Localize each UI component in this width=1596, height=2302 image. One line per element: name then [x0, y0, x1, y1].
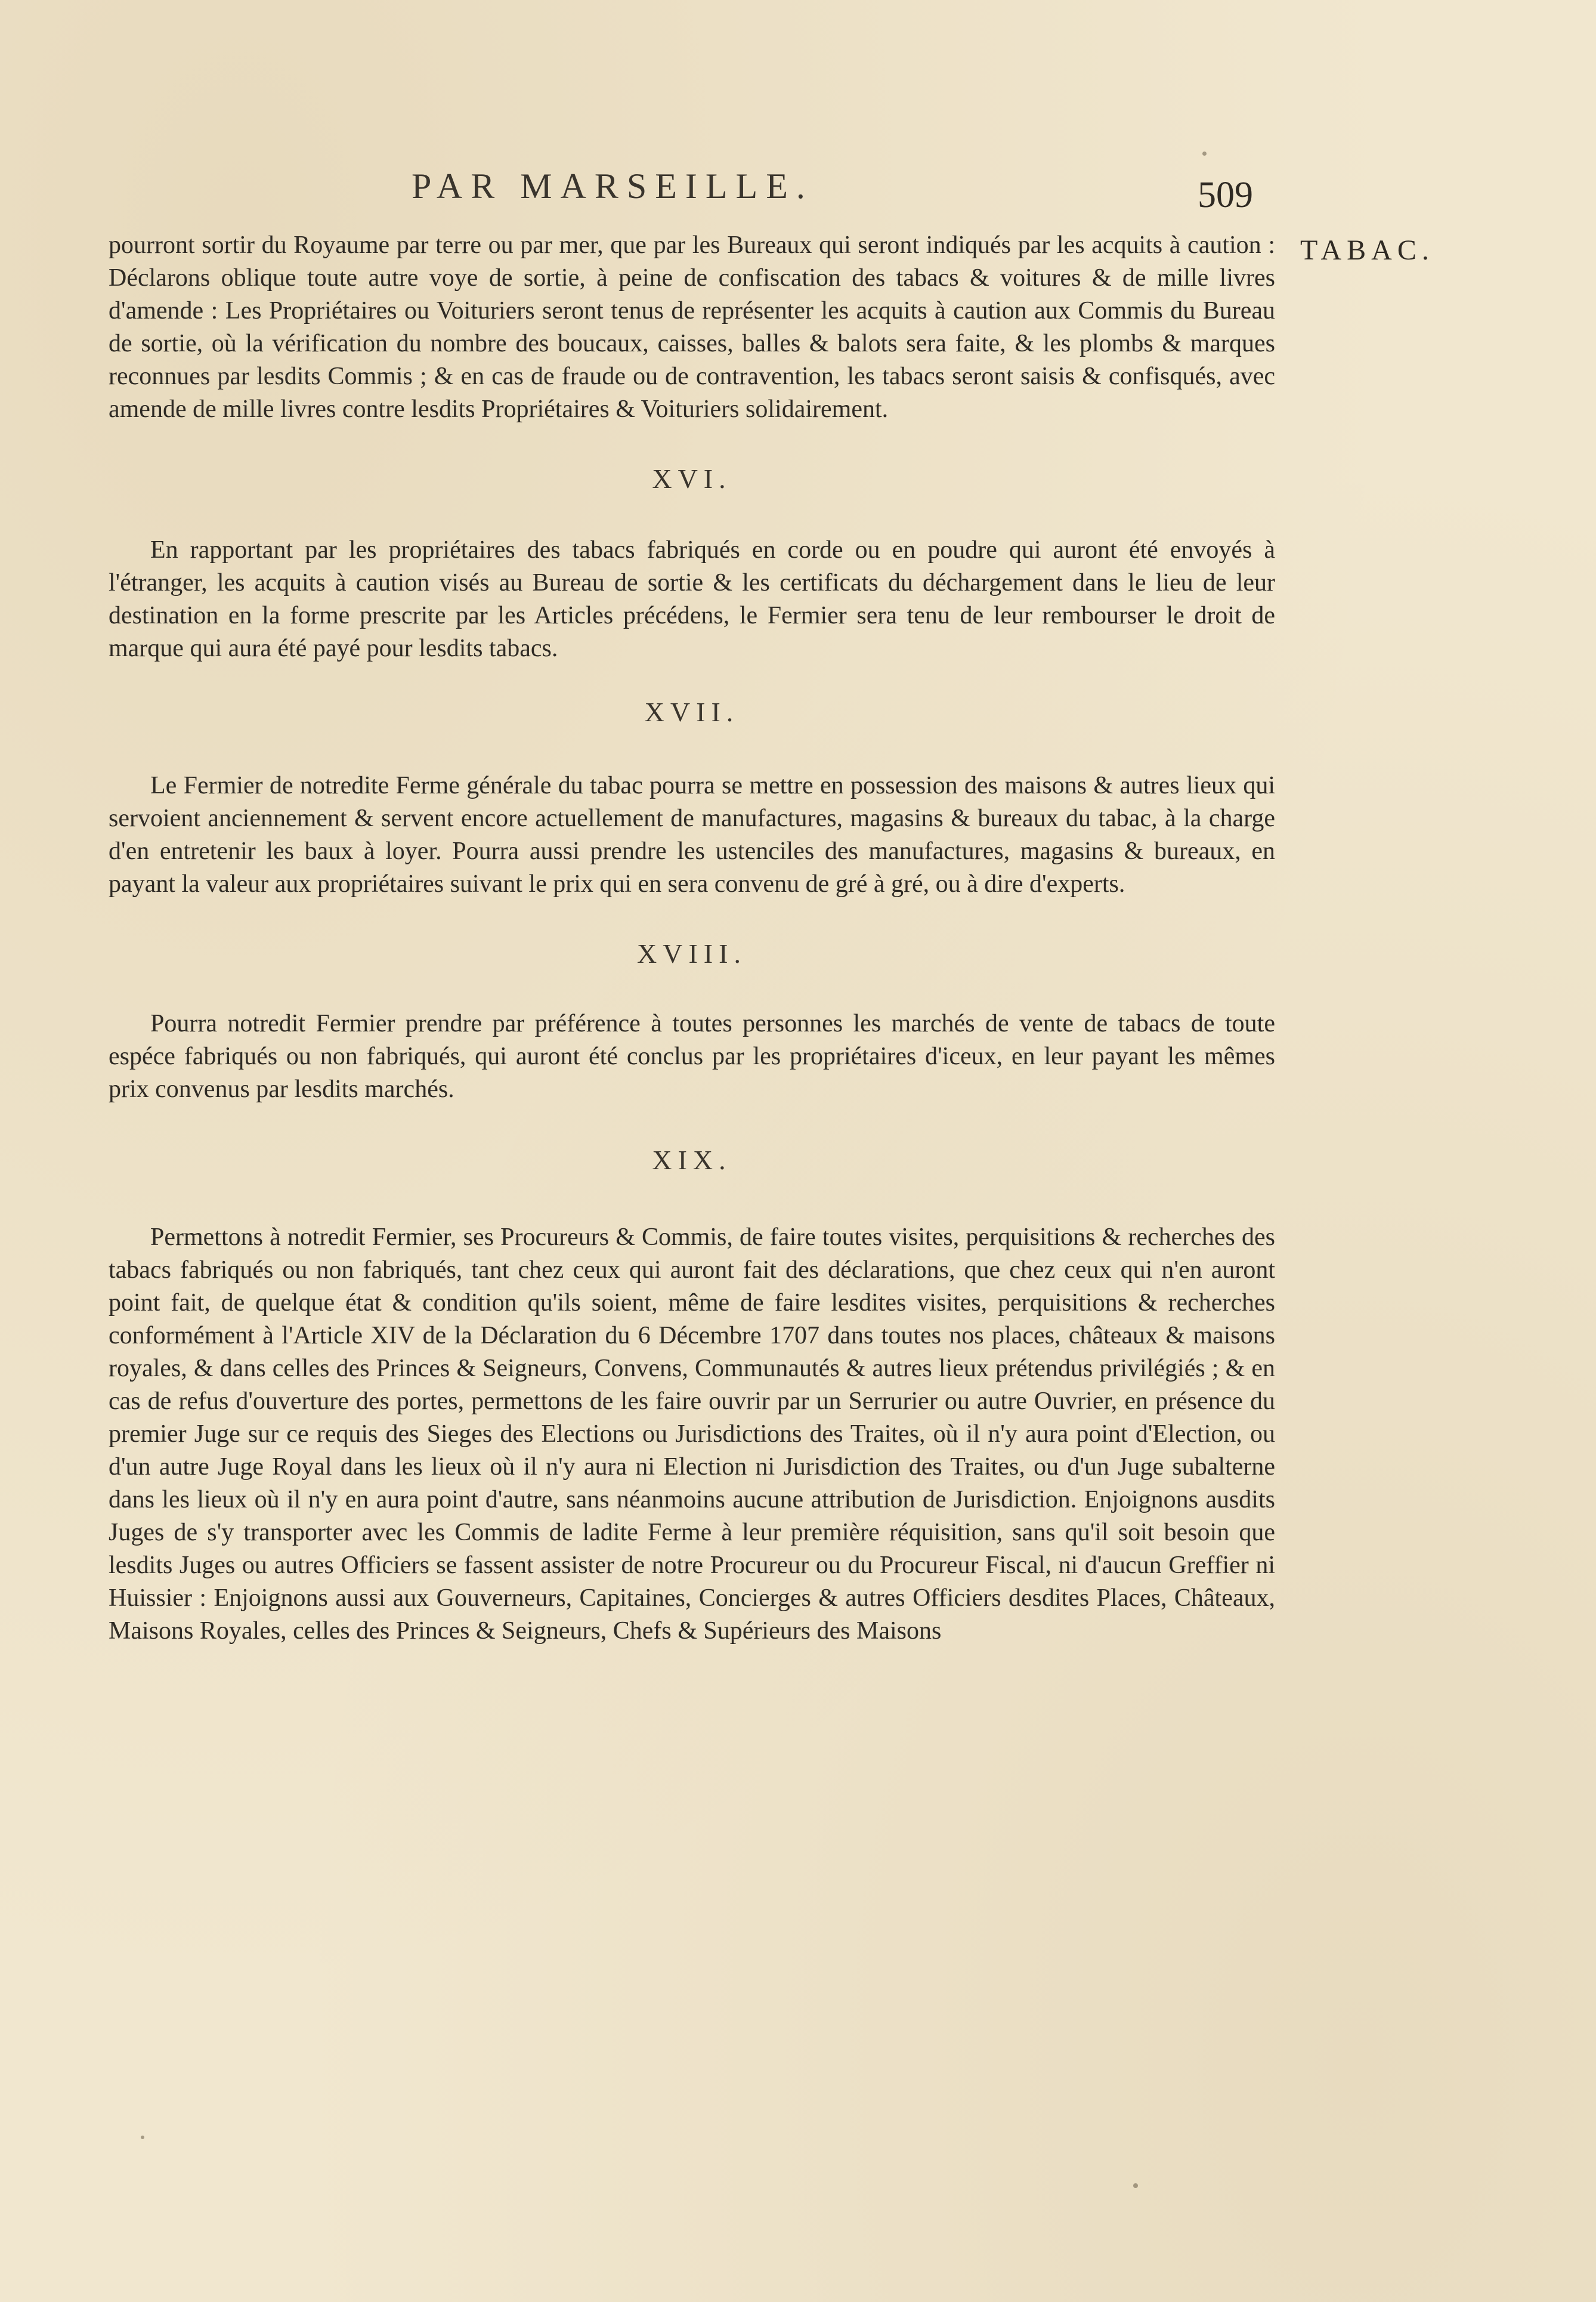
article-xvi-title: XVI. [652, 464, 732, 494]
paper-speck [141, 2136, 144, 2139]
article-xviii-title: XVIII. [637, 938, 747, 969]
body-text [109, 229, 1275, 1648]
article-xvii-text: Le Fermier de notredite Ferme générale du tabac pourra se mettre en possession des maisons & autres lieux qui servoient anciennement & servent encore actuellement de manufactures, magasins & bureaux du tabac, à la charge d'en entretenir les baux à loyer. Pourra aussi prendre les ustenciles des manufactures, magasins & bureaux, en payant la valeur aux propriétaires suivant le prix qui en sera convenu de gré à gré, ou à dire d'experts. [109, 772, 1275, 898]
article-xix-text: Permettons à notredit Fermier, ses Procureurs & Commis, de faire toutes visites, perquisitions & recherches des tabacs fabriqués ou non fabriqués, tant chez ceux qui auront fait des déclarations, que chez ceux qui n'en auront point fait, de quelque état & condition qu'ils soient, même de faire lesdites visites, perquisitions & recherches conformément à l'Article XIV de la Déclaration du 6 Décembre 1707 dans toutes nos places, châteaux & maisons royales, & dans celles des Princes & Seigneurs, Convens, Communautés & autres lieux prétendus privilégiés ; & en cas de refus d'ouverture des portes, permettons de les faire ouvrir par un Serrurier ou autre Ouvrier, en présence du premier Juge sur ce requis des Sieges des Elections ou Jurisdictions des Traites, où il n'y aura point d'Election, ou d'un autre Juge Royal dans les lieux où il n'y aura ni Election ni Jurisdiction des Traites, ou d'un Juge subalterne dans les lieux où il n'y en aura point d'autre, sans néanmoins aucune attribution de Jurisdiction. Enjoignons ausdits Juges de s'y transporter avec les Commis de ladite Ferme à leur première réquisition, sans qu'il soit besoin que lesdits Juges ou autres Officiers se fassent assister de notre Procureur ou du Procureur Fiscal, ni d'aucun Greffier ni Huissier : Enjoignons aussi aux Gouverneurs, Capitaines, Concierges & autres Officiers desdites Places, Châteaux, Maisons Royales, celles des Princes & Seigneurs, Chefs & Supérieurs des Maisons [109, 1223, 1275, 1645]
margin-note: TABAC. [1300, 234, 1434, 266]
article-xvi-text: En rapportant par les propriétaires des tabacs fabriqués en corde ou en poudre qui auront été envoyés à l'étranger, les acquits à caution visés au Bureau de sortie & les certificats du déchargement dans le lieu de leur destination en la forme prescrite par les Articles précédens, le Fermier sera tenu de leur rembourser le droit de marque qui aura été payé pour lesdits tabacs. [109, 536, 1275, 662]
article-xix-title: XIX. [652, 1145, 732, 1175]
article-xviii-text: Pourra notredit Fermier prendre par préférence à toutes personnes les marchés de vente de tabacs de toute espéce fabriqués ou non fabriqués, qui auront été conclus par les propriétaires d'iceux, en leur payant les mêmes prix convenus par lesdits marchés. [109, 1010, 1275, 1103]
continuation-paragraph: pourront sortir du Royaume par terre ou par mer, que par les Bureaux qui seront indiqués par les acquits à caution : Déclarons oblique toute autre voye de sortie, à peine de confiscation des tabacs & voitures & de mille livres d'amende : Les Propriétaires ou Voituriers seront tenus de représenter les acquits à caution aux Commis du Bureau de sortie, où la vérification du nombre des boucaux, caisses, balles & balots sera faite, & les plombs & marques reconnues par lesdits Commis ; & en cas de fraude ou de contravention, les tabacs seront saisis & confisqués, avec amende de mille livres contre lesdits Propriétaires & Voituriers solidairement. [109, 231, 1275, 423]
article-xvii-title: XVII. [644, 697, 740, 727]
running-title: PAR MARSEILLE. [412, 166, 814, 206]
paper-speck [1202, 152, 1207, 156]
paper-speck [1133, 2183, 1138, 2188]
page-number: 509 [1198, 175, 1253, 215]
